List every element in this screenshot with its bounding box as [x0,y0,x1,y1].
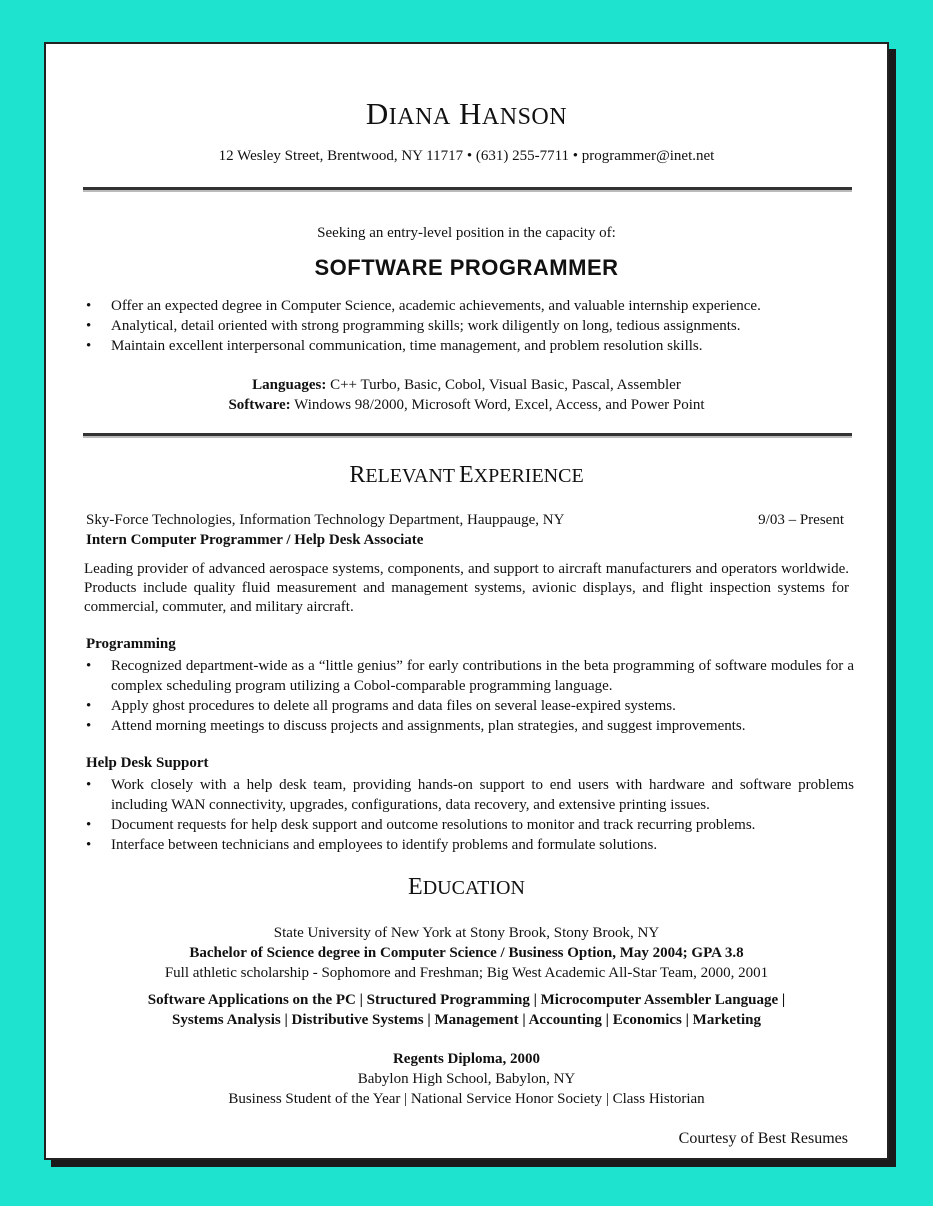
bullet-icon: • [86,817,92,833]
employment-dates: 9/03 – Present [758,512,844,528]
list-item: • Interface between technicians and employees to identify problems and formulate solutions. [86,837,658,853]
list-item: • Offer an expected degree in Computer Science, academic achievements, and valuable internship experience. [86,298,761,314]
objective-bullets [84,296,854,356]
bullet-icon: • [86,318,92,334]
company-description: Leading provider of advanced aerospace systems, components, and support to aircraft manufacturers and operators worldwide. Products include quality fluid measurement and management systems, avionic displays, and flight inspection systems for commercial, commuter, and military aircraft. [84,561,849,615]
helpdesk-heading: Help Desk Support [86,755,209,771]
header-divider [83,187,852,190]
list-item: • Document requests for help desk support and outcome resolutions to monitor and track recurring problems. [86,817,756,833]
list-item: • Attend morning meetings to discuss projects and assignments, plan strategies, and suggest improvements. [86,718,746,734]
bullet-icon: • [86,658,92,674]
helpdesk-bullets [84,775,854,855]
objective-divider [83,433,852,436]
list-item: • Apply ghost procedures to delete all programs and data files on several lease-expired systems. [86,698,676,714]
contact-line: 12 Wesley Street, Brentwood, NY 11717 • (631) 255-7711 • programmer@inet.net [218,148,715,164]
list-item: • Recognized department-wide as a “little genius” for early contributions in the beta programming of software modules for a complex scheduling program utilizing a Cobol-comparable programming language. [86,658,854,694]
programming-heading: Programming [86,636,176,652]
education-heading: EDUCATION [408,874,525,900]
hs-honors-line: Business Student of the Year | National Service Honor Society | Class Historian [228,1091,705,1107]
courses-line-1: Software Applications on the PC | Structured Programming | Microcomputer Assembler Language | [147,992,786,1008]
list-item: • Maintain excellent interpersonal communication, time management, and problem resolution skills. [86,338,703,354]
university-line: State University of New York at Stony Brook, Stony Brook, NY [273,925,660,941]
courses-line-2: Systems Analysis | Distributive Systems | Management | Accounting | Economics | Marketing [171,1012,761,1028]
bullet-icon: • [86,698,92,714]
company-line: Sky-Force Technologies, Information Technology Department, Hauppauge, NY [86,512,565,528]
degree-line: Bachelor of Science degree in Computer Science / Business Option, May 2004; GPA 3.8 [189,945,744,961]
regents-line: Regents Diploma, 2000 [392,1051,541,1067]
bullet-icon: • [86,777,92,793]
bullet-icon: • [86,718,92,734]
objective-intro: Seeking an entry-level position in the capacity of: [317,225,616,241]
honors-line: Full athletic scholarship - Sophomore and Freshman; Big West Academic All-Star Team, 2000, 2001 [164,965,769,981]
list-item: • Work closely with a help desk team, providing hands-on support to end users with hardware and software problems including WAN connectivity, upgrades, configurations, data recovery, and extensive printing issues. [86,777,854,813]
languages-line: Languages: C++ Turbo, Basic, Cobol, Visual Basic, Pascal, Assembler [252,377,681,393]
candidate-name: DIANA HANSON [365,96,568,131]
resume-page [44,42,889,1160]
footer-credit: Courtesy of Best Resumes [678,1130,848,1147]
list-item: • Analytical, detail oriented with strong programming skills; work diligently on long, tedious assignments. [86,318,741,334]
experience-heading: RELEVANT EXPERIENCE [349,462,584,488]
job-role: Intern Computer Programmer / Help Desk Associate [86,532,424,548]
programming-bullets [84,656,854,736]
high-school-line: Babylon High School, Babylon, NY [357,1071,576,1087]
bullet-icon: • [86,298,92,314]
bullet-icon: • [86,338,92,354]
software-line: Software: Windows 98/2000, Microsoft Word, Excel, Access, and Power Point [228,397,705,413]
bullet-icon: • [86,837,92,853]
job-title: SOFTWARE PROGRAMMER [314,255,619,280]
